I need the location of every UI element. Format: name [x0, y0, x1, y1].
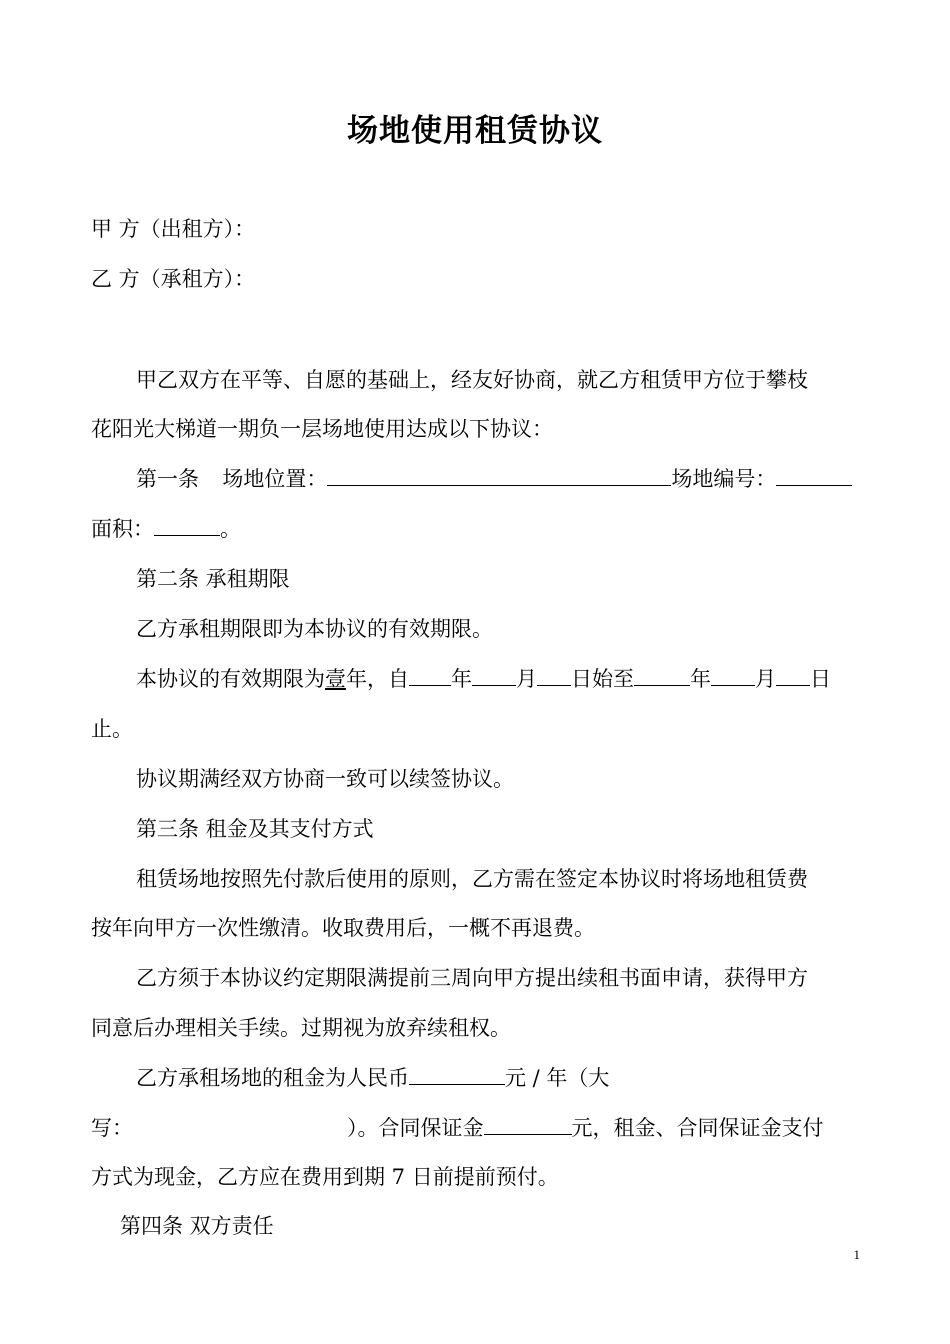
location-label: 场地位置：	[222, 467, 328, 491]
article-3-heading: 第三条 租金及其支付方式	[136, 817, 374, 841]
article-3-p2-line-1: 乙方须于本协议约定期限满提前三周向甲方提出续租书面申请，获得甲方	[136, 966, 808, 990]
party-b-label: 乙 方（承租方）：	[91, 267, 256, 291]
document-title: 场地使用租赁协议	[347, 113, 603, 149]
term-from: 年，自	[346, 667, 409, 691]
area-label: 面积：	[91, 517, 154, 541]
deposit-amount-blank[interactable]	[484, 1114, 572, 1135]
deposit-label: ）。合同保证金	[347, 1116, 484, 1140]
start-year-blank[interactable]	[409, 665, 451, 686]
article-1-line	[136, 464, 861, 494]
intro-line-2: 花阳光大梯道一期负一层场地使用达成以下协议：	[91, 417, 553, 441]
article-3-p2-line-2: 同意后办理相关手续。过期视为放弃续租权。	[91, 1016, 511, 1040]
deposit-unit: 元，租金、合同保证金支付	[571, 1116, 824, 1140]
term-years: 壹	[325, 667, 346, 691]
start-day-blank[interactable]	[537, 665, 571, 686]
rent-unit: 元 / 年（大	[505, 1066, 610, 1090]
article-3-p1-line-1: 租赁场地按照先付款后使用的原则，乙方需在签定本协议时将场地租赁费	[136, 867, 808, 891]
start-day-label: 日始至	[571, 667, 634, 691]
article-4-heading: 第四条 双方责任	[120, 1214, 274, 1238]
start-month-label: 月	[516, 667, 537, 691]
end-day-label: 日	[810, 667, 831, 691]
number-label: 场地编号：	[671, 467, 777, 491]
rent-amount-blank[interactable]	[409, 1064, 505, 1085]
area-blank[interactable]	[154, 515, 220, 536]
area-line	[91, 514, 861, 544]
location-blank[interactable]	[327, 465, 671, 486]
end-day-blank[interactable]	[776, 665, 810, 686]
article-3-p1-line-2: 按年向甲方一次性缴清。收取费用后，一概不再退费。	[91, 916, 595, 940]
end-year-label: 年	[690, 667, 711, 691]
article-2-p3: 协议期满经双方协商一致可以续签协议。	[136, 767, 514, 791]
rent-uppercase-label: 写：	[91, 1116, 133, 1140]
article-3-p3-line-1	[136, 1063, 906, 1093]
end-month-blank[interactable]	[711, 665, 755, 686]
article-2-p2	[136, 664, 861, 694]
party-a-label: 甲 方（出租方）：	[91, 217, 256, 241]
article-2-p1: 乙方承租期限即为本协议的有效期限。	[136, 617, 493, 641]
start-month-blank[interactable]	[472, 665, 516, 686]
page-number: 1	[853, 1247, 860, 1262]
article-2-p2-end: 止。	[91, 717, 133, 741]
rent-label: 乙方承租场地的租金为人民币	[136, 1066, 409, 1090]
intro-line-1: 甲乙双方在平等、自愿的基础上，经友好协商，就乙方租赁甲方位于攀枝	[136, 368, 808, 392]
area-end: 。	[220, 517, 241, 541]
start-year-label: 年	[451, 667, 472, 691]
number-blank[interactable]	[776, 465, 852, 486]
article-2-heading: 第二条 承租期限	[136, 567, 290, 591]
article-3-p3-line-3: 方式为现金，乙方应在费用到期 7 日前提前预付。	[91, 1165, 559, 1189]
article-1-heading: 第一条	[136, 467, 199, 491]
article-3-p3-line-2	[91, 1113, 861, 1143]
term-text: 本协议的有效期限为	[136, 667, 325, 691]
end-month-label: 月	[755, 667, 776, 691]
end-year-blank[interactable]	[634, 665, 690, 686]
